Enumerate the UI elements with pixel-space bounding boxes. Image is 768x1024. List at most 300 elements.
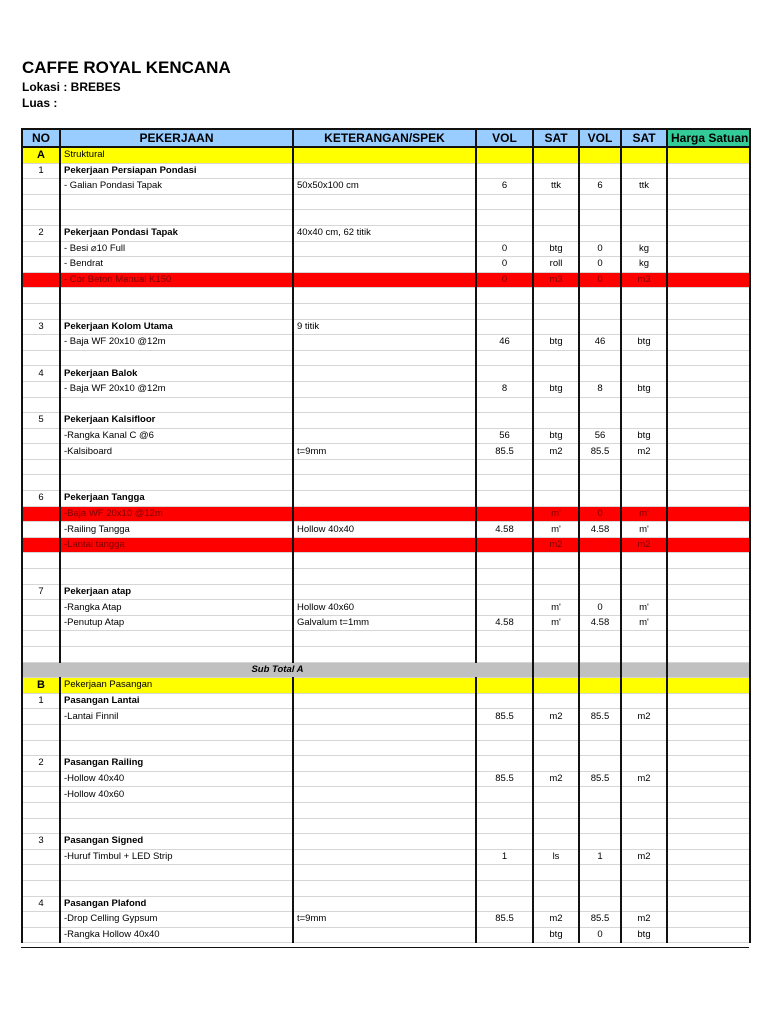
sat2-cell: m2 [621, 912, 667, 928]
work-item [60, 865, 293, 881]
work-item [60, 569, 293, 585]
header-sat-2: SAT [621, 129, 667, 147]
spec-cell [293, 303, 476, 319]
vol-cell [476, 756, 533, 772]
table-row [22, 912, 750, 928]
sat-cell [533, 350, 579, 366]
vol2-cell [579, 397, 621, 413]
vol-cell [476, 553, 533, 569]
header-vol: VOL [476, 129, 533, 147]
sat2-cell [621, 818, 667, 834]
sat-cell [533, 865, 579, 881]
work-item: Pasangan Lantai [60, 693, 293, 709]
vol2-cell: 0 [579, 600, 621, 616]
row-number: B [22, 678, 60, 694]
sat2-cell [621, 397, 667, 413]
header-pekerjaan: PEKERJAAN [60, 129, 293, 147]
vol2-cell [579, 740, 621, 756]
vol-cell [476, 475, 533, 491]
vol2-cell [579, 225, 621, 241]
vol-cell [476, 896, 533, 912]
vol2-cell [579, 288, 621, 304]
spec-cell [293, 896, 476, 912]
sat2-cell [621, 366, 667, 382]
sat-cell: m' [533, 522, 579, 538]
sat2-cell [621, 350, 667, 366]
vol-cell: 46 [476, 335, 533, 351]
vol-cell: 0 [476, 272, 533, 288]
row-number [22, 459, 60, 475]
table-row [22, 740, 750, 756]
spec-cell [293, 709, 476, 725]
sat2-cell [621, 584, 667, 600]
work-item [60, 631, 293, 647]
row-number [22, 647, 60, 663]
work-item: -Rangka Kanal C @6 [60, 428, 293, 444]
vol-cell [476, 834, 533, 850]
table-row [22, 163, 750, 179]
vol2-cell: 85.5 [579, 771, 621, 787]
spec-cell: Hollow 40x60 [293, 600, 476, 616]
work-item: - Besi ⌀10 Full [60, 241, 293, 257]
table-row [22, 335, 750, 351]
work-item: -Railing Tangga [60, 522, 293, 538]
harga-cell [667, 506, 750, 522]
vol2-cell [579, 787, 621, 803]
vol-cell: 85.5 [476, 709, 533, 725]
subtotal-cell [533, 662, 579, 678]
sat-cell [533, 818, 579, 834]
row-number [22, 927, 60, 943]
work-item: -Kalsiboard [60, 444, 293, 460]
work-item: -Lantai tangga [60, 537, 293, 553]
table-row [22, 475, 750, 491]
work-item: - Galian Pondasi Tapak [60, 179, 293, 195]
subtotal-cell [667, 662, 750, 678]
row-number: 1 [22, 163, 60, 179]
sat-cell [533, 163, 579, 179]
sat-cell [533, 366, 579, 382]
table-row [22, 257, 750, 273]
vol2-cell [579, 865, 621, 881]
sat2-cell: btg [621, 335, 667, 351]
harga-cell [667, 335, 750, 351]
harga-cell [667, 880, 750, 896]
subtotal-cell [579, 662, 621, 678]
vol2-cell [579, 880, 621, 896]
row-number [22, 444, 60, 460]
vol2-cell: 0 [579, 272, 621, 288]
work-item: -Rangka Atap [60, 600, 293, 616]
table-row [22, 787, 750, 803]
work-items-table [21, 128, 751, 943]
vol-cell [476, 163, 533, 179]
row-number [22, 288, 60, 304]
sat2-cell [621, 163, 667, 179]
sat-cell: m2 [533, 444, 579, 460]
table-row [22, 397, 750, 413]
sat2-cell [621, 724, 667, 740]
vol2-cell: 85.5 [579, 912, 621, 928]
vol-cell [476, 927, 533, 943]
sat2-cell: m2 [621, 849, 667, 865]
harga-cell [667, 787, 750, 803]
row-number [22, 771, 60, 787]
harga-cell [667, 709, 750, 725]
harga-cell [667, 413, 750, 429]
vol2-cell: 0 [579, 257, 621, 273]
spec-cell [293, 802, 476, 818]
harga-cell [667, 615, 750, 631]
sat-cell [533, 724, 579, 740]
work-item [60, 397, 293, 413]
sat2-cell [621, 319, 667, 335]
row-number [22, 615, 60, 631]
spec-cell [293, 631, 476, 647]
table-row [22, 584, 750, 600]
table-header-row [22, 129, 750, 147]
work-item: Pekerjaan atap [60, 584, 293, 600]
row-number [22, 787, 60, 803]
sat-cell: roll [533, 257, 579, 273]
sat2-cell: btg [621, 381, 667, 397]
spec-cell [293, 740, 476, 756]
spec-cell [293, 163, 476, 179]
row-number [22, 522, 60, 538]
vol-cell [476, 491, 533, 507]
sat2-cell: kg [621, 257, 667, 273]
work-item: - Bendrat [60, 257, 293, 273]
table-row [22, 210, 750, 226]
sat-cell: m' [533, 506, 579, 522]
vol-cell [476, 600, 533, 616]
table-row [22, 647, 750, 663]
spec-cell [293, 834, 476, 850]
vol-cell: 6 [476, 179, 533, 195]
spec-cell: 40x40 cm, 62 titik [293, 225, 476, 241]
work-item: -Baja WF 20x10 @12m [60, 506, 293, 522]
vol2-cell [579, 818, 621, 834]
vol-cell [476, 740, 533, 756]
sat2-cell [621, 802, 667, 818]
harga-cell [667, 179, 750, 195]
sat2-cell: m' [621, 506, 667, 522]
harga-cell [667, 678, 750, 694]
table-row [22, 537, 750, 553]
vol-cell: 85.5 [476, 771, 533, 787]
sat-cell: m2 [533, 912, 579, 928]
spec-cell [293, 818, 476, 834]
vol-cell [476, 569, 533, 585]
area-label: Luas : [22, 96, 58, 110]
spec-cell: Galvalum t=1mm [293, 615, 476, 631]
sat2-cell [621, 288, 667, 304]
work-item: - Cor Beton Manual K150 [60, 272, 293, 288]
vol-cell [476, 537, 533, 553]
sat2-cell [621, 896, 667, 912]
sat-cell [533, 631, 579, 647]
table-row [22, 834, 750, 850]
location-label: Lokasi : BREBES [22, 80, 121, 94]
vol2-cell: 4.58 [579, 522, 621, 538]
table-body [22, 147, 750, 943]
subtotal-cell [621, 662, 667, 678]
row-number: 4 [22, 366, 60, 382]
vol2-cell [579, 537, 621, 553]
row-number: 4 [22, 896, 60, 912]
row-number [22, 569, 60, 585]
work-item [60, 303, 293, 319]
sat-cell: btg [533, 241, 579, 257]
table-row [22, 241, 750, 257]
sat-cell [533, 491, 579, 507]
sat2-cell [621, 787, 667, 803]
vol2-cell [579, 584, 621, 600]
sat2-cell: m' [621, 615, 667, 631]
vol-cell: 0 [476, 257, 533, 273]
vol-cell [476, 865, 533, 881]
work-item: Pekerjaan Tangga [60, 491, 293, 507]
spec-cell [293, 413, 476, 429]
harga-cell [667, 241, 750, 257]
vol-cell: 56 [476, 428, 533, 444]
vol-cell: 85.5 [476, 912, 533, 928]
row-number [22, 865, 60, 881]
sat-cell [533, 756, 579, 772]
sat-cell [533, 678, 579, 694]
work-item [60, 210, 293, 226]
vol2-cell [579, 647, 621, 663]
spec-cell [293, 428, 476, 444]
sat-cell [533, 210, 579, 226]
harga-cell [667, 194, 750, 210]
vol2-cell [579, 303, 621, 319]
work-item: -Hollow 40x40 [60, 771, 293, 787]
vol-cell: 85.5 [476, 444, 533, 460]
vol-cell [476, 350, 533, 366]
spec-cell [293, 397, 476, 413]
table-row [22, 459, 750, 475]
work-item: Pasangan Plafond [60, 896, 293, 912]
table-row [22, 288, 750, 304]
harga-cell [667, 319, 750, 335]
vol2-cell: 6 [579, 179, 621, 195]
harga-cell [667, 569, 750, 585]
sat-cell: m2 [533, 709, 579, 725]
harga-cell [667, 459, 750, 475]
row-number [22, 272, 60, 288]
table-row [22, 350, 750, 366]
table-row [22, 896, 750, 912]
sat-cell [533, 693, 579, 709]
work-item [60, 288, 293, 304]
sat2-cell: m2 [621, 537, 667, 553]
vol2-cell [579, 569, 621, 585]
table-row [22, 880, 750, 896]
table-row [22, 709, 750, 725]
row-number [22, 709, 60, 725]
vol2-cell [579, 475, 621, 491]
sat2-cell: m2 [621, 444, 667, 460]
sat-cell: m2 [533, 771, 579, 787]
row-number [22, 210, 60, 226]
sat2-cell [621, 880, 667, 896]
harga-cell [667, 225, 750, 241]
row-number [22, 335, 60, 351]
spec-cell [293, 724, 476, 740]
table-row [22, 413, 750, 429]
row-number: A [22, 147, 60, 163]
work-item [60, 647, 293, 663]
subtotal-label: Sub Total A [22, 662, 533, 678]
row-number [22, 740, 60, 756]
sat2-cell: btg [621, 428, 667, 444]
vol2-cell: 1 [579, 849, 621, 865]
spec-cell [293, 787, 476, 803]
vol2-cell [579, 802, 621, 818]
sat-cell [533, 475, 579, 491]
spec-cell: 50x50x100 cm [293, 179, 476, 195]
row-number [22, 818, 60, 834]
sat-cell: m3 [533, 272, 579, 288]
vol2-cell [579, 413, 621, 429]
sat-cell: ls [533, 849, 579, 865]
vol-cell [476, 225, 533, 241]
vol-cell: 0 [476, 241, 533, 257]
work-item: Pekerjaan Balok [60, 366, 293, 382]
header-harga-satuan: Harga Satuan [667, 129, 750, 147]
spec-cell [293, 584, 476, 600]
harga-cell [667, 537, 750, 553]
harga-cell [667, 693, 750, 709]
row-number [22, 303, 60, 319]
sat2-cell: m2 [621, 771, 667, 787]
vol-cell [476, 647, 533, 663]
vol2-cell [579, 678, 621, 694]
sat2-cell: m3 [621, 272, 667, 288]
sat-cell: btg [533, 335, 579, 351]
harga-cell [667, 522, 750, 538]
vol2-cell: 46 [579, 335, 621, 351]
vol2-cell: 85.5 [579, 709, 621, 725]
row-number [22, 880, 60, 896]
vol-cell [476, 288, 533, 304]
table-row [22, 381, 750, 397]
harga-cell [667, 600, 750, 616]
vol2-cell [579, 459, 621, 475]
vol-cell: 4.58 [476, 522, 533, 538]
sat-cell [533, 194, 579, 210]
spec-cell [293, 756, 476, 772]
spec-cell: t=9mm [293, 912, 476, 928]
vol-cell: 4.58 [476, 615, 533, 631]
vol-cell [476, 210, 533, 226]
table-row [22, 678, 750, 694]
sat2-cell [621, 459, 667, 475]
row-number [22, 241, 60, 257]
row-number: 3 [22, 834, 60, 850]
sat-cell [533, 584, 579, 600]
spec-cell [293, 459, 476, 475]
table-row [22, 147, 750, 163]
table-row [22, 600, 750, 616]
spec-cell [293, 693, 476, 709]
sat2-cell [621, 194, 667, 210]
work-item: Pasangan Railing [60, 756, 293, 772]
spec-cell [293, 569, 476, 585]
work-item: - Baja WF 20x10 @12m [60, 335, 293, 351]
harga-cell [667, 147, 750, 163]
sat2-cell: m' [621, 522, 667, 538]
vol2-cell [579, 163, 621, 179]
spec-cell [293, 366, 476, 382]
row-number [22, 397, 60, 413]
sat-cell: m2 [533, 537, 579, 553]
sat-cell [533, 802, 579, 818]
harga-cell [667, 475, 750, 491]
spec-cell: t=9mm [293, 444, 476, 460]
row-number [22, 537, 60, 553]
harga-cell [667, 584, 750, 600]
vol-cell: 1 [476, 849, 533, 865]
work-item [60, 802, 293, 818]
vol-cell [476, 303, 533, 319]
work-item: Pekerjaan Kolom Utama [60, 319, 293, 335]
harga-cell [667, 927, 750, 943]
vol-cell: 8 [476, 381, 533, 397]
table-bottom-border [21, 947, 749, 948]
work-item: Pasangan Signed [60, 834, 293, 850]
spec-cell [293, 257, 476, 273]
work-item: -Hollow 40x60 [60, 787, 293, 803]
work-item: Pekerjaan Pondasi Tapak [60, 225, 293, 241]
header-sat: SAT [533, 129, 579, 147]
vol-cell [476, 319, 533, 335]
sat-cell [533, 319, 579, 335]
row-number: 3 [22, 319, 60, 335]
sat-cell: btg [533, 927, 579, 943]
vol2-cell: 0 [579, 927, 621, 943]
vol2-cell: 4.58 [579, 615, 621, 631]
harga-cell [667, 802, 750, 818]
sat2-cell: m' [621, 600, 667, 616]
row-number [22, 802, 60, 818]
harga-cell [667, 210, 750, 226]
vol-cell [476, 678, 533, 694]
row-number [22, 600, 60, 616]
spec-cell [293, 927, 476, 943]
spec-cell [293, 537, 476, 553]
work-item: Pekerjaan Kalsifloor [60, 413, 293, 429]
harga-cell [667, 491, 750, 507]
harga-cell [667, 272, 750, 288]
table-row [22, 366, 750, 382]
table-row [22, 506, 750, 522]
work-item: -Lantai Finnil [60, 709, 293, 725]
vol2-cell [579, 350, 621, 366]
table-row [22, 179, 750, 195]
table-row [22, 272, 750, 288]
row-number: 2 [22, 225, 60, 241]
row-number: 7 [22, 584, 60, 600]
table-row [22, 553, 750, 569]
harga-cell [667, 896, 750, 912]
vol-cell [476, 787, 533, 803]
table-row [22, 771, 750, 787]
sat-cell: ttk [533, 179, 579, 195]
harga-cell [667, 865, 750, 881]
harga-cell [667, 553, 750, 569]
